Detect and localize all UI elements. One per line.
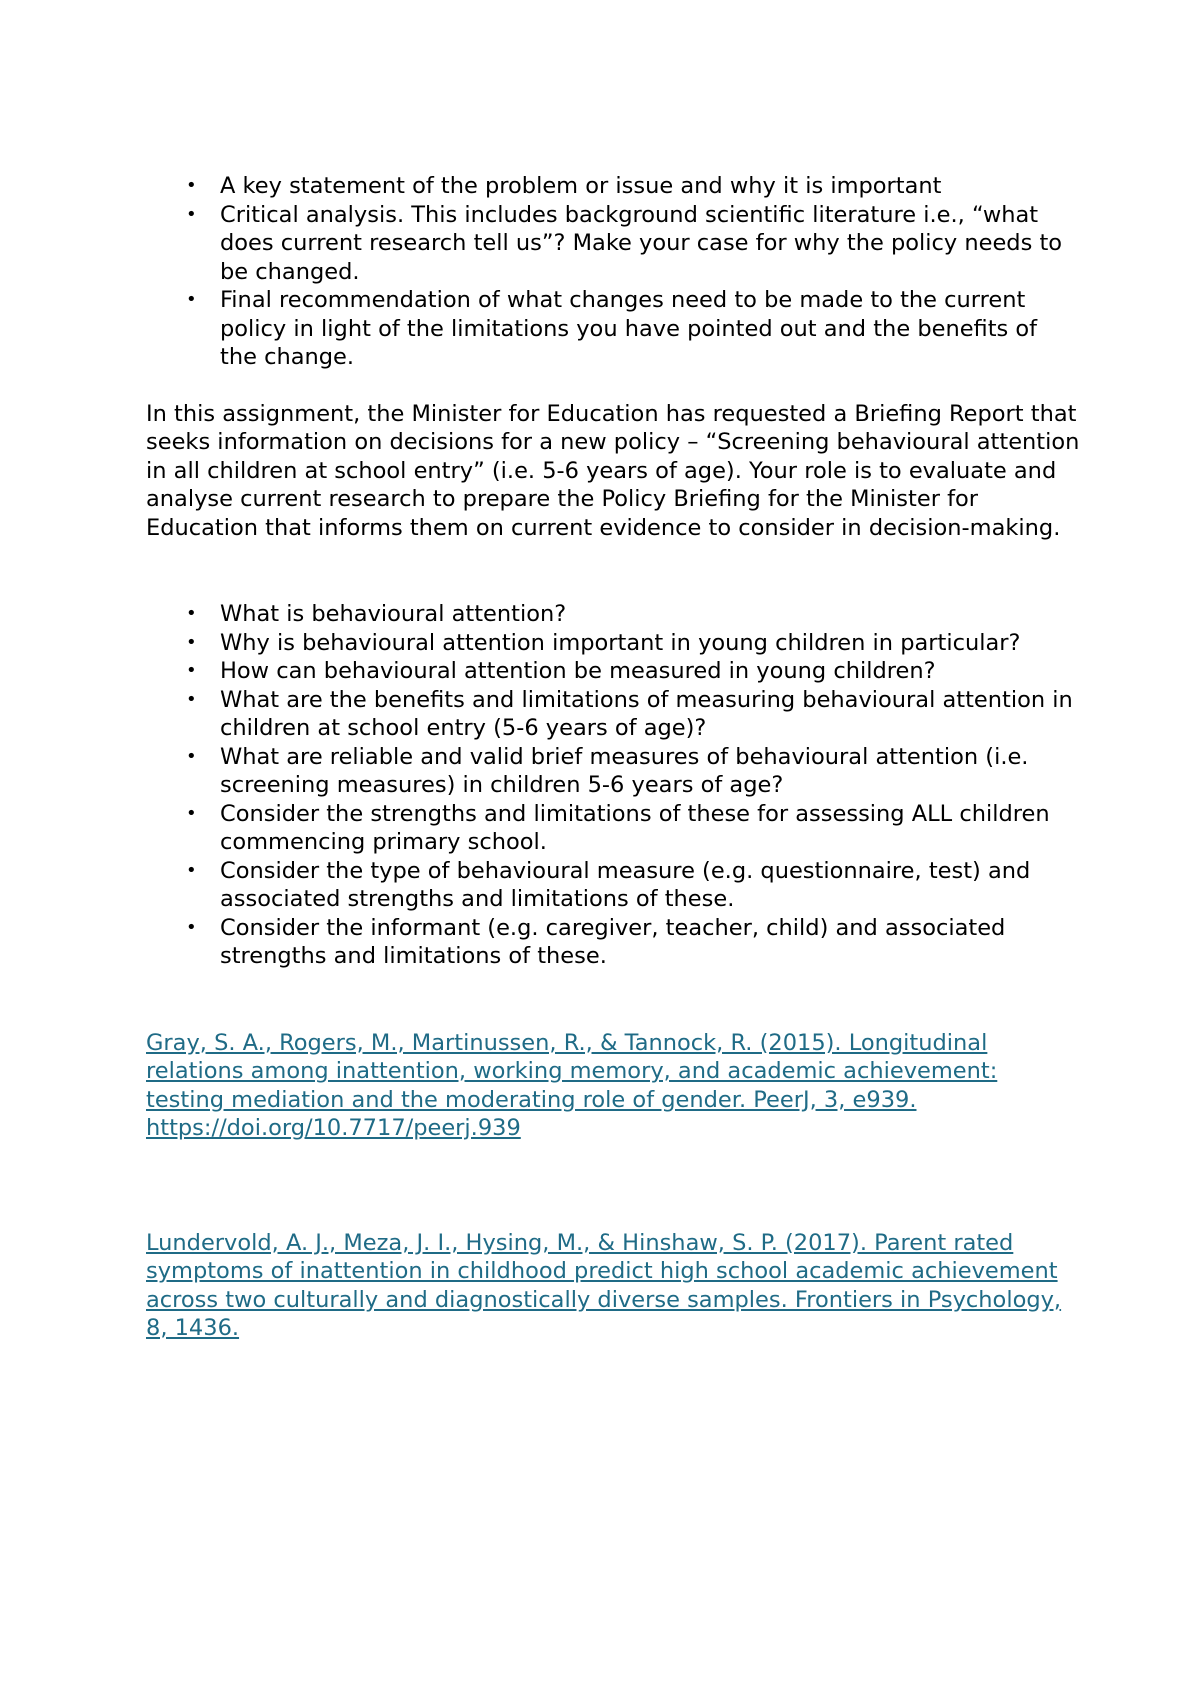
list-item-text: Consider the type of behavioural measure (e.g. questionnaire, test) and associated strengths and limitations of these. — [220, 857, 1031, 912]
list-item — [146, 201, 1081, 287]
bullet-icon: • — [186, 603, 197, 624]
list-item-text: Why is behavioural attention important in young children in particular? — [220, 629, 1021, 656]
bullet-icon: • — [186, 688, 197, 710]
assignment-intro-paragraph: In this assignment, the Minister for Education has requested a Briefing Report that seeks information on decisions for a new policy – “Screening behavioural attention in all children at school entry” (i.e. 5-6 years of age). Your role is to evaluate and analyse current research to prepare the Policy Briefing for the Minister for Education that informs them on current evidence to consider in decision-making. — [146, 400, 1080, 541]
list-item — [146, 172, 1081, 201]
bullet-icon: • — [186, 916, 197, 938]
list-item-text: What is behavioural attention? — [220, 601, 567, 627]
reference-link-gray-2015[interactable]: Gray, S. A., Rogers, M., Martinussen, R., & Tannock, R. (2015). Longitudinal relations among inattention, working memory, and academic achievement: testing mediation and the moderating role of gender. PeerJ, 3, e939. https://doi.org/10.7717/peerj.939 — [146, 1029, 998, 1141]
list-item — [146, 743, 1081, 800]
list-item-text: How can behavioural attention be measured in young children? — [220, 658, 936, 684]
bullet-icon: • — [186, 802, 197, 824]
list-item-text: Final recommendation of what changes need to be made to the current policy in light of the limitations you have pointed out and the benefits of the change. — [220, 287, 1038, 370]
list-item — [146, 629, 1081, 658]
list-item-text: Consider the strengths and limitations of these for assessing ALL children commencing primary school. — [220, 800, 1050, 855]
list-item-text: Critical analysis. This includes background scientific literature i.e., “what does current research tell us”? Make your case for why the policy needs to be changed. — [220, 201, 1063, 285]
bullet-icon: • — [186, 289, 197, 310]
document-body — [146, 172, 1081, 1343]
list-item — [146, 914, 1081, 971]
list-item — [146, 657, 1081, 686]
bullet-icon: • — [186, 631, 197, 653]
list-item — [146, 800, 1081, 857]
requirements-list — [146, 172, 1081, 372]
bullet-icon: • — [186, 660, 197, 681]
list-item — [146, 600, 1081, 629]
reference-link-lundervold-2017[interactable]: Lundervold, A. J., Meza, J. I., Hysing, M., & Hinshaw, S. P. (2017). Parent rated symptoms of inattention in childhood predict high school academic achievement across two culturally and diagnostically diverse samples. Frontiers in Psychology, 8, 1436. — [146, 1229, 1062, 1341]
bullet-icon: • — [186, 203, 197, 225]
list-item — [146, 857, 1081, 914]
bullet-icon: • — [186, 175, 197, 196]
list-item — [146, 686, 1081, 743]
list-item-text: What are the benefits and limitations of measuring behavioural attention in children at school entry (5-6 years of age)? — [220, 686, 1073, 741]
list-item-text: What are reliable and valid brief measures of behavioural attention (i.e. screening measures) in children 5-6 years of age? — [220, 743, 1029, 798]
bullet-icon: • — [186, 859, 197, 881]
list-item — [146, 286, 1081, 372]
bullet-icon: • — [186, 745, 197, 767]
questions-list — [146, 600, 1081, 971]
list-item-text: A key statement of the problem or issue and why it is important — [220, 173, 942, 199]
list-item-text: Consider the informant (e.g. caregiver, teacher, child) and associated strengths and limitations of these. — [220, 914, 1006, 969]
